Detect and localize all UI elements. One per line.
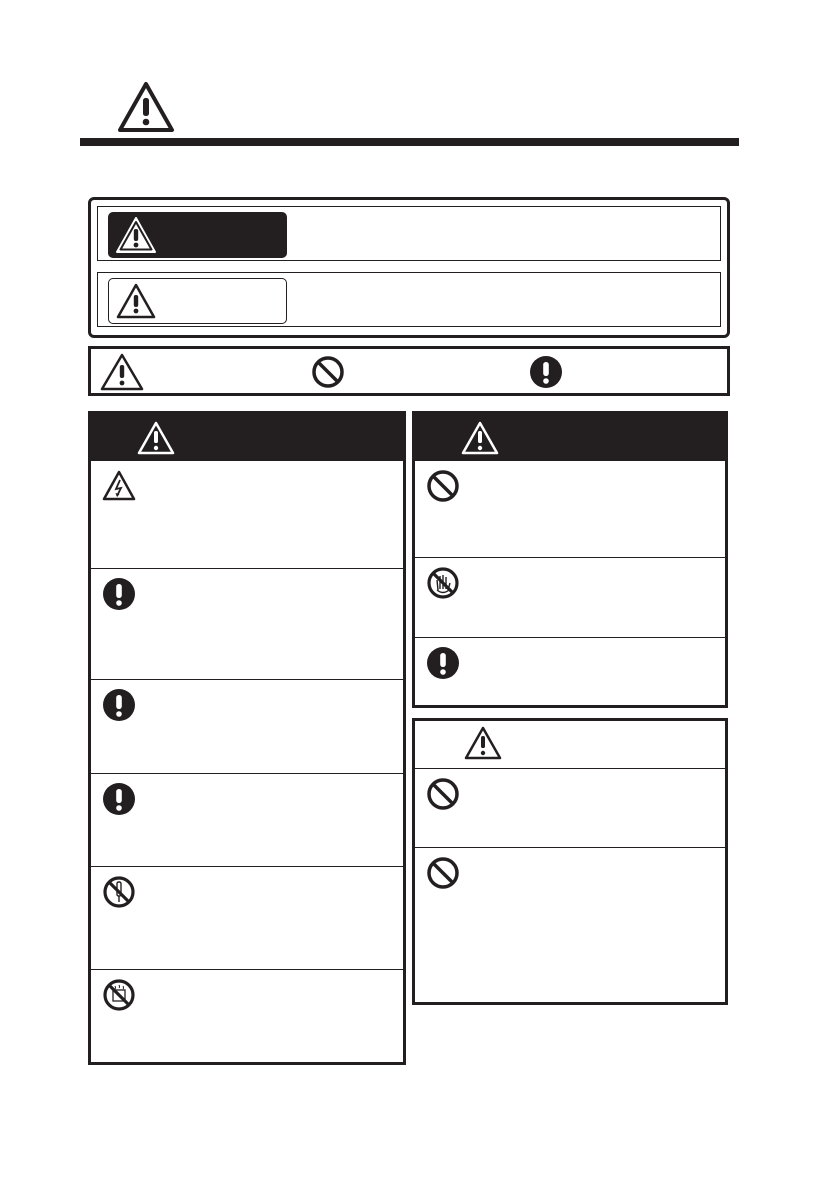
warning-panel-header bbox=[91, 414, 403, 461]
prohibition-icon bbox=[426, 856, 460, 890]
caution-item bbox=[415, 769, 725, 848]
warning-panel-right bbox=[412, 411, 728, 708]
mandatory-action-icon bbox=[102, 577, 136, 611]
warning-item bbox=[91, 680, 403, 774]
signal-row-caution bbox=[97, 272, 721, 327]
no-water-exposure-icon bbox=[102, 978, 136, 1012]
signal-row-warning bbox=[97, 206, 721, 261]
warning-triangle-icon bbox=[116, 80, 176, 134]
prohibition-icon bbox=[426, 469, 460, 503]
symbol-legend bbox=[88, 346, 730, 396]
warning-item bbox=[91, 461, 403, 569]
caution-item bbox=[415, 848, 725, 1002]
warning-item bbox=[91, 970, 403, 1062]
warning-panel-left bbox=[88, 411, 406, 1065]
no-wet-hands-icon bbox=[426, 566, 460, 600]
electric-shock-icon bbox=[102, 469, 136, 503]
caution-triangle-icon bbox=[463, 725, 503, 761]
warning-panel-header bbox=[415, 414, 725, 461]
mandatory-action-icon bbox=[426, 646, 460, 680]
prohibition-icon bbox=[426, 777, 460, 811]
warning-item bbox=[91, 867, 403, 970]
caution-triangle-icon bbox=[114, 281, 158, 321]
warning-triangle-icon bbox=[136, 420, 176, 456]
warning-triangle-icon bbox=[99, 352, 145, 392]
signal-word-box bbox=[88, 197, 730, 338]
warning-item bbox=[415, 638, 725, 705]
caution-panel bbox=[412, 718, 728, 1005]
caution-panel-header bbox=[415, 721, 725, 769]
warning-badge bbox=[108, 212, 287, 258]
mandatory-action-icon bbox=[102, 688, 136, 722]
warning-item bbox=[415, 461, 725, 558]
prohibition-icon bbox=[311, 355, 345, 389]
page-header bbox=[116, 80, 176, 134]
warning-triangle-icon bbox=[114, 215, 158, 255]
mandatory-action-icon bbox=[102, 782, 136, 816]
no-disassembly-icon bbox=[102, 875, 136, 909]
warning-item bbox=[415, 558, 725, 638]
warning-item bbox=[91, 569, 403, 680]
warning-item bbox=[91, 774, 403, 867]
warning-triangle-icon bbox=[460, 420, 500, 456]
caution-badge bbox=[108, 278, 287, 324]
header-rule bbox=[80, 138, 739, 146]
mandatory-action-icon bbox=[529, 355, 563, 389]
